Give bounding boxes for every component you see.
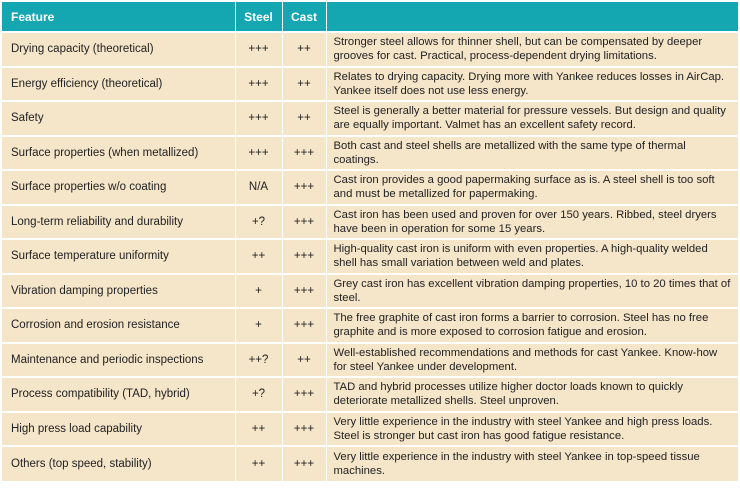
cell-cast-rating: +++ bbox=[282, 239, 326, 274]
cell-steel-rating: +++ bbox=[235, 67, 282, 102]
cell-feature: Process compatibility (TAD, hybrid) bbox=[2, 377, 235, 412]
cell-cast-rating: ++ bbox=[282, 32, 326, 67]
table-row bbox=[2, 412, 738, 447]
table-row bbox=[2, 446, 738, 481]
cell-feature: Energy efficiency (theoretical) bbox=[2, 67, 235, 102]
cell-feature: Surface temperature uniformity bbox=[2, 239, 235, 274]
table-row bbox=[2, 239, 738, 274]
cell-note: Well-established recommendations and methods for cast Yankee. Know-how for steel Yankee under development. bbox=[326, 343, 738, 378]
cell-cast-rating: +++ bbox=[282, 274, 326, 309]
header-steel: Steel bbox=[235, 2, 282, 32]
cell-cast-rating: +++ bbox=[282, 205, 326, 240]
cell-cast-rating: +++ bbox=[282, 377, 326, 412]
steel-vs-cast-comparison-table bbox=[2, 2, 738, 481]
cell-cast-rating: ++ bbox=[282, 101, 326, 136]
cell-feature: Corrosion and erosion resistance bbox=[2, 308, 235, 343]
cell-note: TAD and hybrid processes utilize higher doctor loads known to quickly deteriorate metallized shells. Steel unproven. bbox=[326, 377, 738, 412]
cell-feature: High press load capability bbox=[2, 412, 235, 447]
cell-cast-rating: +++ bbox=[282, 446, 326, 481]
cell-steel-rating: ++? bbox=[235, 343, 282, 378]
cell-note: Steel is generally a better material for pressure vessels. But design and quality are equally important. Valmet has an excellent safety record. bbox=[326, 101, 738, 136]
comparison-table-container bbox=[2, 2, 738, 481]
header-feature: Feature bbox=[2, 2, 235, 32]
cell-cast-rating: +++ bbox=[282, 136, 326, 171]
table-row bbox=[2, 274, 738, 309]
cell-feature: Drying capacity (theoretical) bbox=[2, 32, 235, 67]
cell-cast-rating: +++ bbox=[282, 170, 326, 205]
cell-steel-rating: N/A bbox=[235, 170, 282, 205]
table-row bbox=[2, 67, 738, 102]
table-row bbox=[2, 101, 738, 136]
cell-feature: Vibration damping properties bbox=[2, 274, 235, 309]
cell-cast-rating: ++ bbox=[282, 343, 326, 378]
cell-feature: Others (top speed, stability) bbox=[2, 446, 235, 481]
cell-feature: Safety bbox=[2, 101, 235, 136]
cell-note: Very little experience in the industry with steel Yankee and high press loads. Steel is stronger but cast iron has good fatigue resistance. bbox=[326, 412, 738, 447]
cell-cast-rating: +++ bbox=[282, 412, 326, 447]
cell-steel-rating: +? bbox=[235, 377, 282, 412]
cell-note: Stronger steel allows for thinner shell, but can be compensated by deeper grooves for cast. Practical, process-dependent drying limitations. bbox=[326, 32, 738, 67]
cell-feature: Long-term reliability and durability bbox=[2, 205, 235, 240]
cell-note: Both cast and steel shells are metallized with the same type of thermal coatings. bbox=[326, 136, 738, 171]
cell-steel-rating: + bbox=[235, 274, 282, 309]
cell-note: Grey cast iron has excellent vibration damping properties, 10 to 20 times that of steel. bbox=[326, 274, 738, 309]
cell-feature: Surface properties w/o coating bbox=[2, 170, 235, 205]
cell-feature: Maintenance and periodic inspections bbox=[2, 343, 235, 378]
header-cast: Cast bbox=[282, 2, 326, 32]
cell-cast-rating: ++ bbox=[282, 67, 326, 102]
cell-steel-rating: ++ bbox=[235, 446, 282, 481]
table-header-row bbox=[2, 2, 738, 32]
table-row bbox=[2, 377, 738, 412]
cell-steel-rating: ++ bbox=[235, 412, 282, 447]
cell-note: Cast iron has been used and proven for over 150 years. Ribbed, steel dryers have been in operation for some 15 years. bbox=[326, 205, 738, 240]
cell-steel-rating: +++ bbox=[235, 136, 282, 171]
cell-steel-rating: +++ bbox=[235, 32, 282, 67]
cell-steel-rating: +++ bbox=[235, 101, 282, 136]
table-row bbox=[2, 170, 738, 205]
cell-note: High-quality cast iron is uniform with even properties. A high-quality welded shell has small variation between weld and plates. bbox=[326, 239, 738, 274]
cell-steel-rating: +? bbox=[235, 205, 282, 240]
cell-note: Very little experience in the industry with steel Yankee in top-speed tissue machines. bbox=[326, 446, 738, 481]
cell-cast-rating: +++ bbox=[282, 308, 326, 343]
table-row bbox=[2, 308, 738, 343]
table-row bbox=[2, 205, 738, 240]
cell-note: The free graphite of cast iron forms a barrier to corrosion. Steel has no free graphite and is more exposed to corrosion fatigue and erosion. bbox=[326, 308, 738, 343]
cell-note: Cast iron provides a good papermaking surface as is. A steel shell is too soft and must be metallized for papermaking. bbox=[326, 170, 738, 205]
cell-steel-rating: + bbox=[235, 308, 282, 343]
table-row bbox=[2, 136, 738, 171]
table-row bbox=[2, 32, 738, 67]
table-row bbox=[2, 343, 738, 378]
header-note bbox=[326, 2, 738, 32]
cell-feature: Surface properties (when metallized) bbox=[2, 136, 235, 171]
cell-steel-rating: ++ bbox=[235, 239, 282, 274]
cell-note: Relates to drying capacity. Drying more with Yankee reduces losses in AirCap. Yankee itself does not use less energy. bbox=[326, 67, 738, 102]
